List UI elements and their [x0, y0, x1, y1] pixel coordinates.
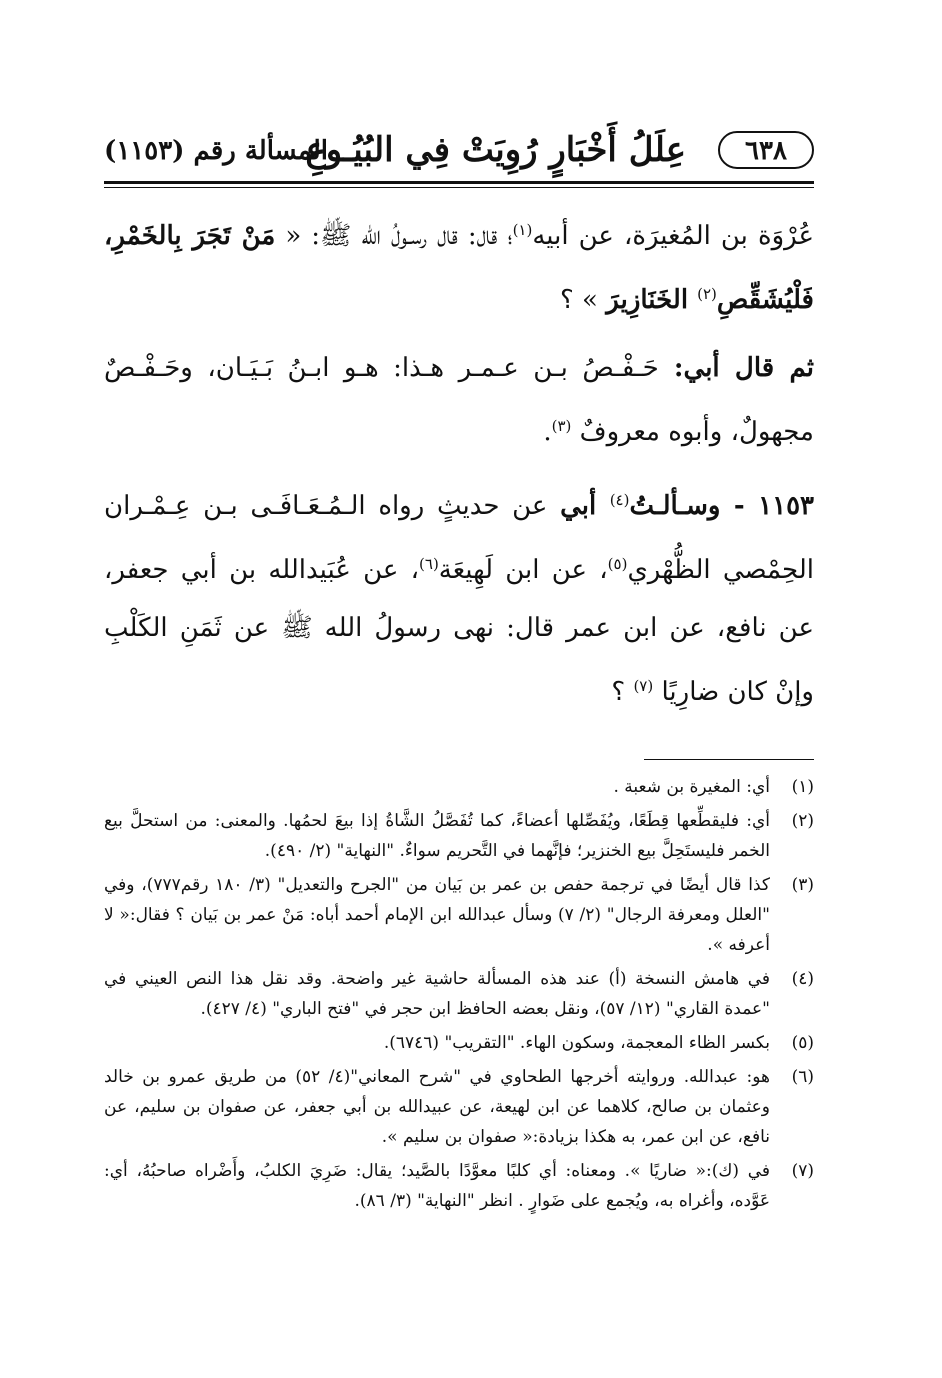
footnote-number: (٢) [791, 811, 814, 831]
footnote-text: في هامش النسخة (أ) عند هذه المسألة حاشية غير واضحة. وقد نقل هذا النص العيني في "عمدة القاري" (١٢/ ٥٧)، ونقل بعضه الحافظ ابن حجر في "فتح الباري" (٤/ ٤٢٧). [104, 969, 770, 1019]
document-page [104, 125, 814, 1325]
para-3-part-3: عن حديثٍ رواه الـمُـعَـافَـى بـن عِـمْـران الحِمْصي الظُّهْري [104, 491, 814, 585]
footnote-text: بكسر الظاء المعجمة، وسكون الهاء. "التقريب" (٦٧٤٦). [383, 1033, 770, 1053]
para-2-lead: ثم قال أبي: [658, 353, 814, 383]
footnote-number: (٣) [791, 875, 814, 895]
footnote-ref-3: (٣) [551, 417, 572, 435]
footnote-3 [104, 870, 814, 960]
issue-number-lead: ١١٥٣ - وسـألـتُ [629, 491, 814, 521]
para-3-part-7: ، عن عُبَيدالله بن أبي جعفر، عن نافع، عن ابن عمر قال: نهى رسولُ الله ﷺ عن ثَمَنِ الكَلْبِ وإنْ كان ضارِيًا [104, 555, 814, 707]
footnote-text: أي: فليقطِّعها قِطَعًا، ويُفَصِّلها أعضاءً، كما تُفَصَّلُ الشَّاةُ إذا بيعَ لحمُها. والمعنى: من استحلَّ بيع الخمر فليستَحِلَّ بيع الخنزير؛ فإنَّهما في التَّحريم سواءٌ. "النهاية" (٢/ ٤٩٠). [104, 811, 770, 861]
footnote-text: في (ك):« ضاريًا ». ومعناه: أي كلبًا معوَّدًا بالصَّيد؛ يقال: ضَرِيَ الكلبُ، وأَضْراه صاحبُهُ، أي: عَوَّده، وأغراه به، ويُجمع على ضَوارٍ . انظر "النهاية" (٣/ ٨٦). [104, 1161, 770, 1211]
footnote-1 [104, 772, 814, 802]
paragraph-2 [104, 339, 814, 461]
footnote-ref-2: (٢) [697, 285, 717, 303]
footnote-7 [104, 1156, 814, 1216]
para-3-abi: أبي [560, 491, 610, 521]
hadith-text-1: مَنْ تَجَرَ بِالخَمْرِ، فَلْيُشَقِّصِ [104, 221, 814, 315]
para-3-part-5: ، عن ابن لَهِيعَة [438, 555, 608, 585]
para-1-part-0: عُرْوَة بن المُغيرَة، عن أبيه [532, 221, 814, 251]
hadith-text-2: الخَنَازِيرَ [606, 285, 698, 315]
footnotes [104, 772, 814, 1216]
para-2-part-1: حَـفْـصُ بـن عـمـر هـذا: هـو ابـنُ بَـيَـان، وحَـفْـصٌ مجهولٌ، وأبوه معروفٌ [104, 353, 814, 447]
issue-label: المسألة رقم (١١٥٣) [104, 136, 329, 166]
footnote-number: (١) [791, 777, 814, 797]
footnote-number: (٧) [791, 1161, 814, 1181]
page-number: ٦٣٨ [718, 131, 814, 169]
header-rule-thick [104, 181, 814, 184]
para-1-part-6: » ؟ [559, 285, 607, 315]
para-3-part-9: ؟ [611, 677, 634, 707]
paragraph-3 [104, 471, 814, 721]
footnote-text: أي: المغيرة بن شعبة . [613, 777, 770, 797]
page-header [104, 125, 814, 181]
footnote-ref-4: (٤) [609, 491, 630, 509]
footnote-text: كذا قال أيضًا في ترجمة حفص بن عمر بن بَيان من "الجرح والتعديل" (٣/ ١٨٠ رقم٧٧٧)، وفي "العلل ومعرفة الرجال" (٢/ ٧) وسأل عبدالله ابن الإمام أحمد أباه: مَنْ عمر بن بَيان ؟ فقال:« لا أعرفه ». [104, 875, 770, 955]
footnote-4 [104, 964, 814, 1024]
para-2-part-3: . [543, 417, 552, 447]
footnote-6 [104, 1062, 814, 1152]
header-rule-thin [104, 187, 814, 188]
header-rule [104, 181, 814, 189]
footnote-separator [644, 759, 814, 760]
footnote-ref-6: (٦) [419, 555, 439, 573]
paragraph-1 [104, 201, 814, 329]
main-text [104, 201, 814, 721]
footnote-ref-7: (٧) [633, 677, 654, 695]
footnote-2 [104, 806, 814, 866]
footnote-number: (٥) [791, 1033, 814, 1053]
book-title: عِلَلُ أَخْبَارٍ رُوِيَتْ فِي البُيُـوعِ [305, 130, 686, 170]
footnote-number: (٦) [791, 1067, 814, 1087]
footnote-text: هو: عبدالله. وروايته أخرجها الطحاوي في "شرح المعاني"(٤/ ٥٢) من طريق عمرو بن خالد وعثمان بن صالح، كلاهما عن ابن لهيعة، عن عبيدالله بن أبي جعفر، عن صفوان بن سليم، عن نافع، عن ابن عمر، به هكذا بزيادة:« صفوان بن سليم ». [104, 1067, 770, 1147]
footnote-ref-5: (٥) [607, 555, 628, 573]
footnote-5 [104, 1028, 814, 1058]
footnote-ref-1: (١) [512, 221, 533, 239]
para-1-part-2: ؛ قال: قال رسـولُ الله ﷺ: « [275, 221, 513, 251]
footnote-number: (٤) [791, 969, 814, 989]
